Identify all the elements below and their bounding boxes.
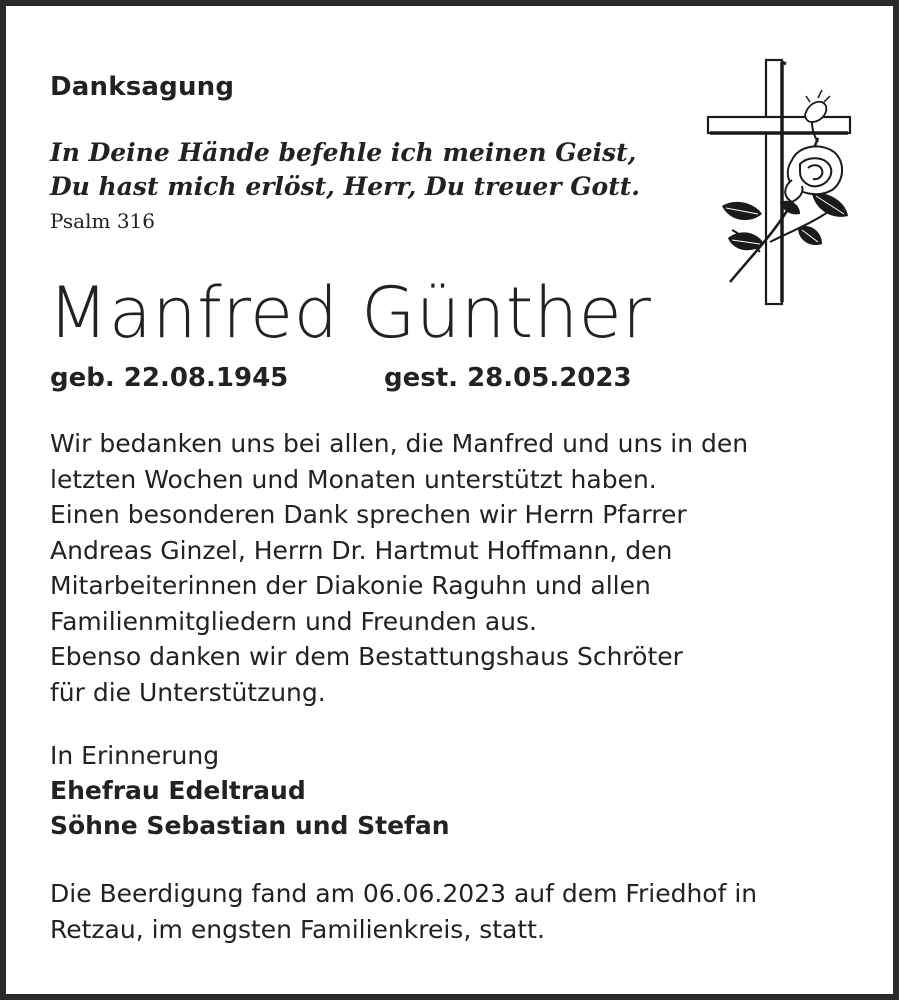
text-line: Familienmitgliedern und Freunden aus.: [50, 606, 537, 636]
bible-verse: [50, 136, 640, 204]
signature-intro: In Erinnerung: [50, 741, 220, 770]
signature-sons: Söhne Sebastian und Stefan: [50, 811, 450, 840]
text-line: Einen besonderen Dank sprechen wir Herrn Pfarrer: [50, 500, 687, 529]
text-line: letzten Wochen und Monaten unterstützt haben.: [50, 464, 657, 494]
text-line: Retzau, im engsten Familienkreis, statt.: [50, 914, 545, 944]
verse-source: Psalm 316: [50, 209, 155, 233]
text-line: für die Unterstützung.: [50, 677, 326, 707]
signature-block: [50, 738, 450, 843]
birth-date: geb. 22.08.1945: [50, 363, 289, 393]
text-line: Wir bedanken uns bei allen, die Manfred und uns in den: [50, 429, 749, 458]
text-line: Mitarbeiterinnen der Diakonie Raguhn und allen: [50, 571, 651, 600]
text-line: Ebenso danken wir dem Bestattungshaus Schröter: [50, 642, 683, 671]
thanks-text: [50, 426, 748, 710]
death-date: gest. 28.05.2023: [384, 363, 632, 393]
verse-line-1: In Deine Hände befehle ich meinen Geist,: [50, 138, 637, 167]
verse-line-2: Du hast mich erlöst, Herr, Du treuer Gott.: [50, 172, 641, 201]
life-dates: [50, 363, 632, 393]
deceased-name: Manfred Günther: [48, 272, 652, 354]
heading: Danksagung: [50, 72, 235, 102]
funeral-note: [50, 876, 757, 947]
text-line: Die Beerdigung fand am 06.06.2023 auf dem Friedhof in: [50, 879, 758, 908]
cross-with-rose-icon: [700, 52, 856, 308]
signature-spouse: Ehefrau Edeltraud: [50, 776, 306, 805]
text-line: Andreas Ginzel, Herrn Dr. Hartmut Hoffmann, den: [50, 535, 673, 565]
